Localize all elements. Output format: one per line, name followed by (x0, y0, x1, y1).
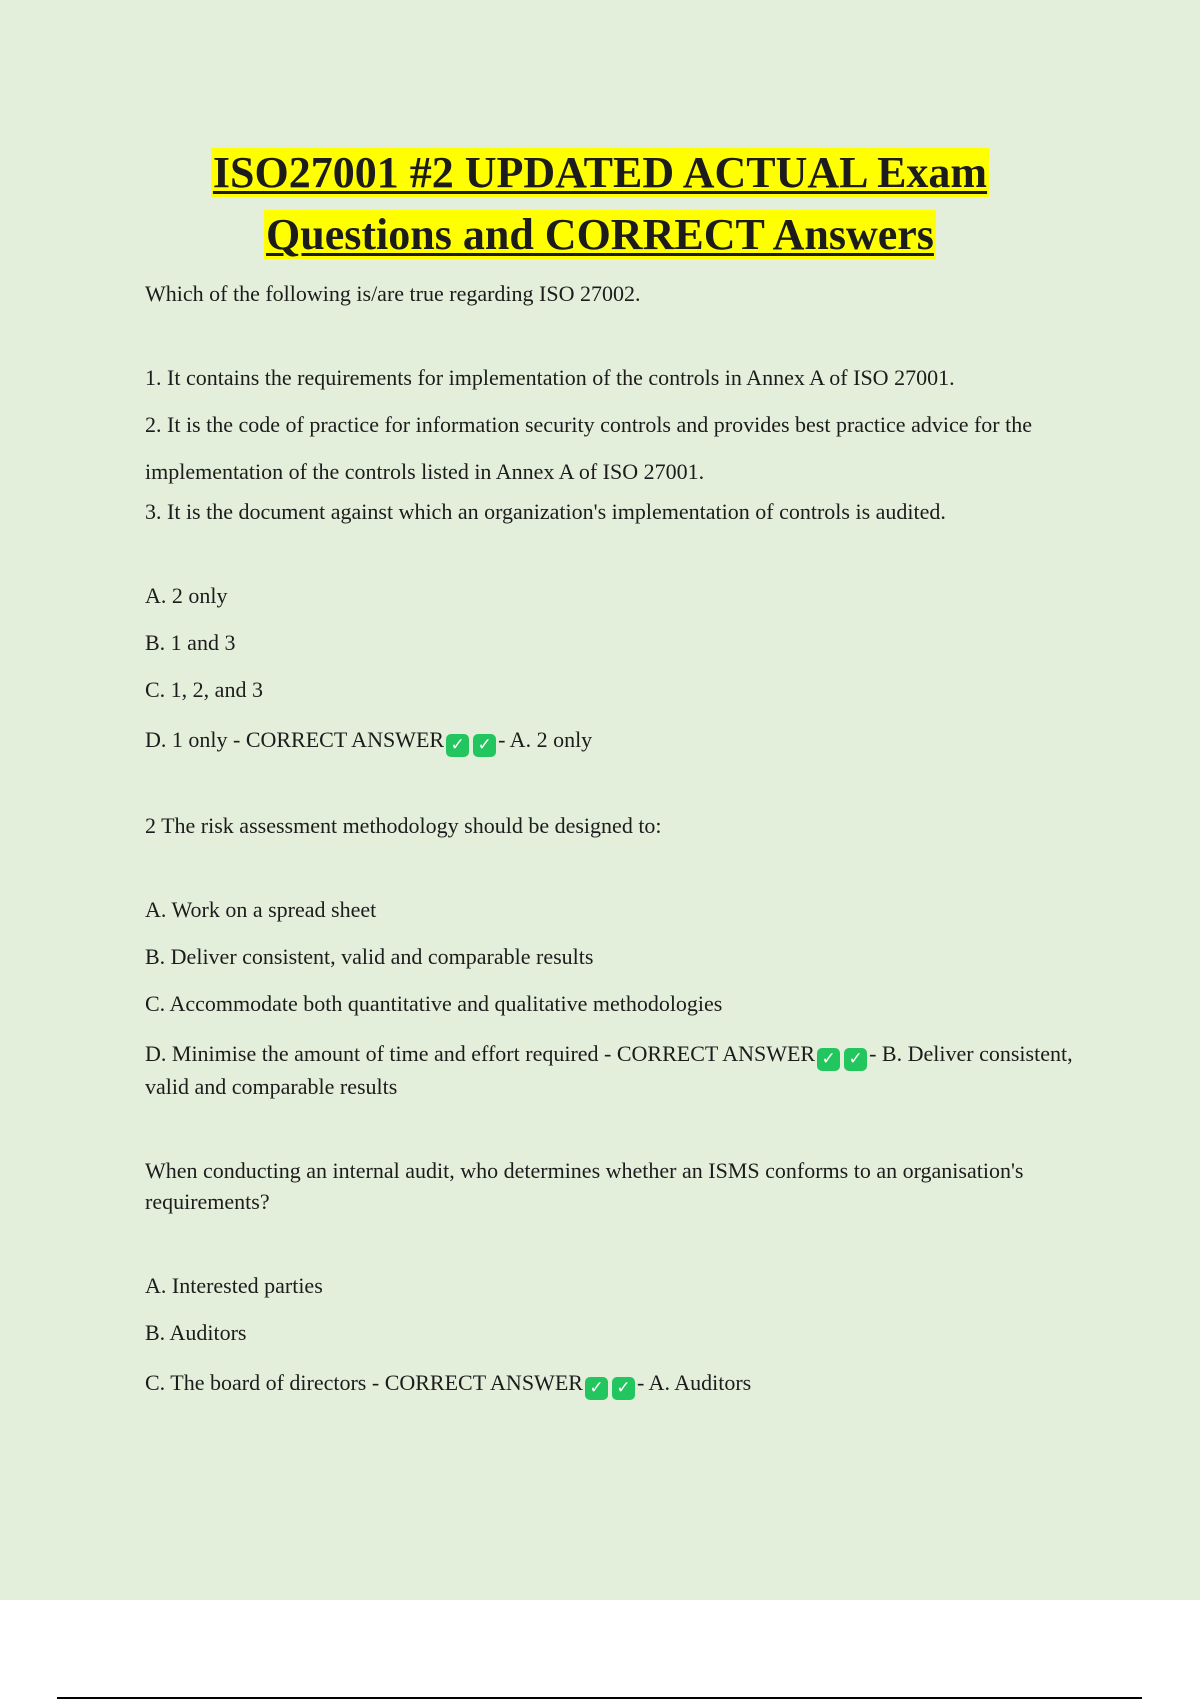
question-1-option-d: D. 1 only - CORRECT ANSWER (145, 727, 445, 752)
question-1-statement: 3. It is the document against which an organization's implementation of controls is audited. (145, 499, 946, 524)
question-1-statement: 2. It is the code of practice for information security controls and provides best practice advice for the implementation of the controls listed in Annex A of ISO 27001. (145, 412, 1033, 484)
footer-rule (57, 1697, 1142, 1699)
question-3-option-a: A. Interested parties (145, 1273, 323, 1298)
question-2-answer: - B. Deliver consistent, valid and comparable results (145, 1041, 1073, 1099)
question-2-prompt: 2 The risk assessment methodology should be designed to: (145, 813, 662, 838)
title-line-1: ISO27001 #2 UPDATED ACTUAL Exam (212, 148, 988, 197)
check-mark-icon: ✓ (473, 734, 496, 757)
question-1-option-a: A. 2 only (145, 583, 228, 608)
check-mark-icon: ✓ (612, 1377, 635, 1400)
question-2-option-a: A. Work on a spread sheet (145, 897, 377, 922)
question-2-option-c: C. Accommodate both quantitative and qualitative methodologies (145, 991, 723, 1016)
question-1-prompt: Which of the following is/are true regarding ISO 27002. (145, 281, 641, 306)
check-mark-icon: ✓ (585, 1377, 608, 1400)
question-1-option-b: B. 1 and 3 (145, 630, 236, 655)
question-2-option-d-with-answer (145, 1038, 1075, 1102)
question-2-option-d: D. Minimise the amount of time and effort required - CORRECT ANSWER (145, 1041, 816, 1066)
question-1-option-d-with-answer (145, 724, 1075, 757)
question-3-prompt: When conducting an internal audit, who determines whether an ISMS conforms to an organisation's requirements? (145, 1158, 1024, 1214)
question-1-answer: - A. 2 only (498, 727, 593, 752)
question-2-option-b: B. Deliver consistent, valid and comparable results (145, 944, 594, 969)
question-3-option-c: C. The board of directors - CORRECT ANSWER (145, 1370, 583, 1395)
question-1-statement: 1. It contains the requirements for implementation of the controls in Annex A of ISO 27001. (145, 365, 955, 390)
check-mark-icon: ✓ (844, 1048, 867, 1071)
document-title (0, 142, 1200, 266)
check-mark-icon: ✓ (817, 1048, 840, 1071)
question-1-option-c: C. 1, 2, and 3 (145, 677, 263, 702)
question-3-option-b: B. Auditors (145, 1320, 247, 1345)
question-3-option-c-with-answer (145, 1367, 1075, 1400)
check-mark-icon: ✓ (446, 734, 469, 757)
document-body (145, 278, 1075, 1416)
title-line-2: Questions and CORRECT Answers (266, 210, 934, 259)
question-3-answer: - A. Auditors (636, 1370, 752, 1395)
